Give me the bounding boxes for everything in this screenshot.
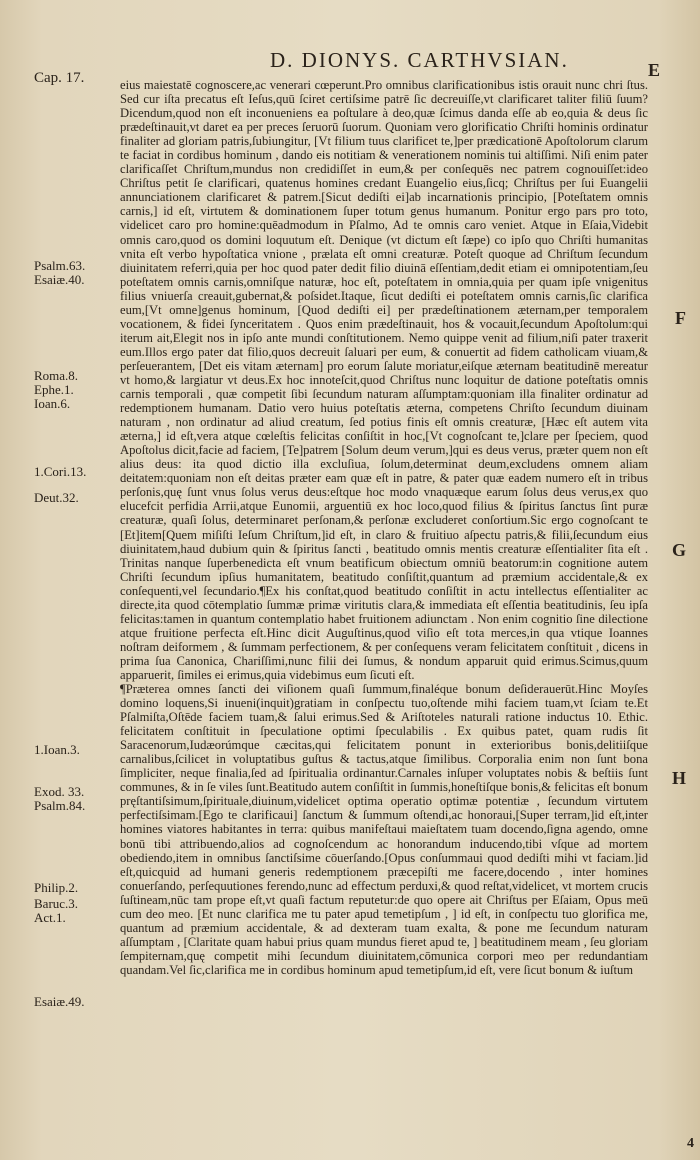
margin-ref: Baruc.3. — [34, 896, 79, 911]
chapter-label: Cap. 17. — [34, 70, 85, 86]
margin-ref: Psalm.63. — [34, 258, 86, 273]
side-letter-f: F — [675, 308, 686, 328]
side-letter-e: E — [647, 60, 660, 80]
margin-ref: Psalm.84. — [34, 798, 86, 813]
margin-ref: Esaiæ.49. — [34, 994, 85, 1009]
margin-ref: Roma.8. — [34, 368, 79, 383]
margin-ref: Exod. 33. — [34, 784, 85, 799]
margin-ref: Esaiæ.40. — [34, 272, 85, 287]
running-title: D. DIONYS. CARTHVSIAN. — [270, 48, 569, 72]
page-mark: 4 — [687, 1136, 694, 1151]
paragraph: eius maiestatē cognoscere,ac venerari cœperunt.Pro omnibus clarificationibus istis orauit nunc chri ſtus. Sed cur iſta precatus eſt Ieſus,quū ſciret certiſsime patrē ſic decreuiſſe,vt clarificaret taliter filiū ſuum?Dicendum,quod non eſt inconueniens ea poſtulare à deo,quæ ſcimus danda eſſe ab eo,quia & deus ſic prædeſtinauit,vt daret ea per preces ſeruorū ſuorum. Quoniam vero glorificatio Chriſti hominis ordinatur finaliter ad gloriam patris,ſubiungitur, [Vt filium tuus clarificet te,]per prædicationē Apoſtolorum clarum te faciat in cordibus hominum , dando eis notitiam & venerationem nominis tui altiſſimi. Niſi enim pater clarificaſſet Chriſtum,mundus non credidiſſet in eum,& per conſequēs nec patrem cognouiſſet:ideo Chriſtus petit ſe clarificari, quatenus homines credant Euangelio eius,ſicq; Chriſtus per ſui Euangelii annunciationem clarificaret & patrem.[Sicut dediſti ei]ab incarnationis principio, [Poteſtatem omnis carnis,] id eſt, virtutem & dominationem ſuper totum genus humanum. Ponitur ergo pars pro toto, videlicet caro pro homine:quēadmodum in Pſalmo, Ad te omnis caro veniet. Atque in Eſaia,Videbit omnis caro,quod os domini loquutum eſt. Denique (vt dictum eſt ſæpe) co ipſo quo Chriſti humanitas vnita eſt verbo hypoſtatica vnione , prælata eſt omni creaturæ. Poteſt quoque ad Chriſtum ſecundum diuinitatem referri,quia per hoc quod pater dedit filio diuinā eſſentiam,dedit etiam ei omnipotentiam,ſeu poteſtatem omnis carnis,omniſque naturæ, hoc eſt, poteſtatem in omnia,quia per quam ipſe vnigenitus filius vniuerſa creauit,gubernat,& poſsidet.Itaque, ſicut dediſti ei poteſtatem omnis carnis,ſic clarifica eum,[Vt omne]genus hominum, [Quod dediſti ei] per prædeſtinationem æternam,per temporalem vocationem, & fidei ſynceritatem . Quos enim prædeſtinauit, hos & vocauit,ſecundum Apoſtolum:qui iterum ait,Elegit nos in ipſo ante mundi conſtitutionem. Nemo quippe venit ad filium,niſi pater traxerit eum.Illos ergo pater dat filio,quos decreuit ſaluari per eum, & conuertit ad fidem catholicam viuam,& perſeuerantem, [Det eis vitam æternam] pro eorum ſalute moriatur,eiſque æternam beatitudinē mereatur vt homo,& largiatur vt deus.Ex hoc innoteſcit,quod Chriſtus nunc loquitur de datione poteſtatis omnis carnis temporali , quæ competit ſibi ſecundum naturam aſſumptam:quoniam illa finaliter ordinatur ad redemptionem humanam. Datio vero huius poteſtatis æterna, competens Chriſto ſecundum diuinam naturam , non ordinatur ad aliud creatum, ſed potius finis eſt omnis creaturæ, [Hæc eſt autem vita æterna,] id eſt,vera atque cœleſtis felicitas conſiſtit in hoc,[Vt cognoſcant te,]clare per ſpeciem, quod Apoſtolus dicit,facie ad faciem, [Te]patrem [Solum deum verum,]qui es deus verus, præter quem non eſt alius deus: ita quod dictio illa excluſiua, ſolum,determinat deum,excludens omnem aliam deitatem:quoniam non eſt deitas præter eam quæ eſt in patre, & pater quæ eadem numero eſt in tribus perſonis,quę ſunt vnus ſolus verus deus:eſtque hoc modo vnaquæque earum ſolus deus verus,ex quo elucefcit perfidia Arrii,atque Eunomii, arguentiū ex hoc loco,quod filius & ſpiritus ſanctus ſint puræ creaturæ, quaſi ſolus, determinaret perſonam,& perſonæ excluderet conſortium.Sic ergo cognoſcant te [Et]item[Quem miſiſti Ieſum Chriſtum,]id eſt, in claro & fruitiuo aſpectu patris,& filii,ſecundum eius diuinitatem,haud dubium quin & ſpiritus ſancti , beatitudo omnis mentis creaturæ eſſentialiter ſita eſt . Trinitas nanque ſuperbenedicta eſt vnum beatificum obiectum omniū beatorum:in cognitione autem Chriſti ſecundum ipſius humanitatem, beatitudo conſiſtit,quantum ad præmium accidentale,& ex conſequenti,vel ſecundario.¶Ex his conſtat,quod beatitudo conſiſtit in actu intellectus eſſentialiter ac directe,ita quod cōtemplatio ſummæ primæ viritutis clara,& immediata eſt eſſentia beatitudinis, ſeu ipſa felicitas:tamen in quantum contemplatio habet fruitionem adiunctam . Non enim cognitio ſine dilectione atque fruitione perfecta eſt.Hinc dicit Auguſtinus,quod viſio eſt tota merces,in qua vtique Ioannes noſtram deiformem , & ſummam perfectionem, & per conſequens veram felicitatem conſtituit , dicens in prima ſua Canonica, Chariſſimi,nunc filii dei ſumus, & nondum apparuit quid erimus.Scimus,quum apparuerit, ſimiles ei erimus,quia videbimus eum ſicuti eſt. — [120, 78, 648, 682]
margin-ref: 1.Cori.13. — [34, 464, 87, 479]
margin-ref: Philip.2. — [34, 880, 79, 895]
margin-ref: Ioan.6. — [34, 396, 71, 411]
paragraph: ¶Præterea omnes ſancti dei viſionem quaſi ſummum,finaléque bonum deſiderauerūt.Hinc Moyſes domino loquens,Si inueni(inquit)gratiam in conſpectu tuo,oſtende mihi faciem tuam,vt ſciam te.Et Pſalmiſta,Oſtēde faciem tuam,& ſalui erimus.Sed & Ariſtoteles naturali ratione inductus 10. Ethic. felicitatem conſtituit in ſpeculatione optimi ſpeculabilis . Ex quibus patet, quam rudis ſit Saracenorum,Iudæorúmque cæcitas,qui felicitatem ponunt in exterioribus bonis,delitiiſque carnalibus,ſcilicet in voluptatibus guſtus & tactus,atque ſimilibus. Corporalia enim non ſunt bona ſimpliciter, neque finalia,ſed ad ſpiritualia ordinantur.Carnales inſuper voluptates nobis & beſtiis ſunt communes, & in ſe viles ſunt.Beatitudo autem conſiſtit in ſummis,honeſtiſque bonis,& felicitas eſt bonum pręſtantiſsimum,ſpirituale,diuinum,videlicet optima operatio optimæ potentiæ , ſecundum virtutem perfectiſsimam.[Ego te clarificaui] ſanctum & ſummum oſtendi,ac honoraui,[Super terram,]id eſt,inter homines viatores habitantes in terra: quibus manifeſtaui maieſtatem tuam docendo,ſigna agendo, omne bonū tibi attribuendo,alios ad cognoſcendum ac honorandum inducendo,tibi vſque ad mortem obediendo,item in omnibus ſanctiſsime cōuerſando.[Opus conſummaui quod dediſti mihi vt faciam.]id eſt,quicquid ad humani generis redemptionem præcepiſti me facere,docendo , inter homines conuerſando, perſequutiones ferendo,nunc ad effectum perduxi,& quod reſtat,videlicet, vt mortem crucis ſuſtineam,nūc tam prope eſt,vt quaſi factum reputetur:de quo opere ait Chriſtus per Eſaiam, Opus meū cum deo meo. [Et nunc clarifica me tu pater apud temetipſum , ] id eſt, in conſpectu tuo glorifica me, quantum ad præmium accidentale, & ad dexteram tuam exalta, & pone me ſecundum naturam aſſumptam , [Claritate quam habui prius quam mundus fieret apud te, ] beatitudinem meam , ſeu gloriam ſempiternam,quę competit mihi ſecundum diuinitatem,cōmunica corpori meo per redundantiam quandam.Vel ſic,clarifica me in cordibus hominum apud temetipſum,id eſt, vere ſicut bonum & iuſtum — [120, 682, 648, 977]
margin-ref: 1.Ioan.3. — [34, 742, 80, 757]
margin-ref: Ephe.1. — [34, 382, 74, 397]
side-letter-g: G — [671, 540, 686, 560]
margin-ref: Act.1. — [34, 910, 66, 925]
margin-ref: Deut.32. — [34, 490, 79, 505]
body-text — [120, 78, 648, 977]
side-letter-h: H — [671, 768, 686, 788]
